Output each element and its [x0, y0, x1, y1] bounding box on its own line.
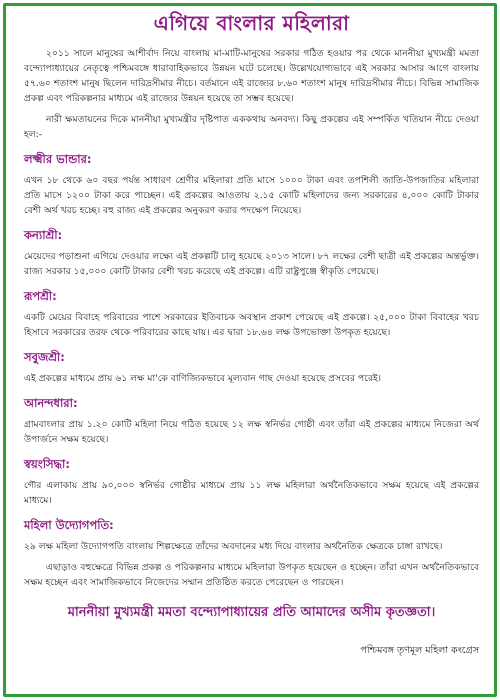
scheme-heading-kanyashree: কন্যাশ্রী: — [24, 228, 63, 242]
scheme-heading-anandadhara: আনন্দধারা: — [24, 396, 78, 410]
scheme-text-lakshmir-bhandar: এখন ১৮ থেকে ৬০ বছর পর্যন্ত সাধারণ শ্রেণীর মহিলারা প্রতি মাসে ১০০০ টাকা এবং তপশিলী জাতি-উপজাতির মহিলারা প্রতি মাসে ১২০০ টাকা করে পাচ্ছেন। এই প্রকল্পের আওতায় ২.১৫ কোটি মহিলাদের জন্য সরকারের ৪,০০০ কোটি টাকার বেশী অর্থ খরচ হচ্ছে। বহু রাজ্য এই প্রকল্পের অনুকরণ করার পদক্ষেপ নিয়েছে। — [24, 175, 479, 216]
closing-line: মাননীয়া মুখ্যমন্ত্রী মমতা বন্দ্যোপাধ্যায়ের প্রতি আমাদের অসীম কৃতজ্ঞতা। — [67, 605, 436, 620]
signature: পশ্চিমবঙ্গ তৃণমূল মহিলা কংগ্রেস — [360, 645, 479, 656]
scheme-text-rupashree: একটি মেয়ের বিবাহে পরিবারের পাশে সরকারের ইতিবাচক অবস্থান প্রকাশ পেয়েছে এই প্রকল্পে। ২৫,০০০ টাকা বিবাহের খরচ হিসাবে সরকারের তরফ থেকে পরিবারের কাছে যায়। এর দ্বারা ১৮.৬৪ লক্ষ উপভোক্তা উপকৃত হয়েছে। — [24, 312, 479, 338]
scheme-text-kanyashree: মেয়েদের পড়াশুনা এগিয়ে দেওয়ার লক্ষ্যে এই প্রকল্পটি চালু হয়েছে ২০১৩ সালে। ৮৭ লক্ষের বেশী ছাত্রী এই প্রকল্পের অন্তর্ভুক্ত। রাজ্য সরকার ১৫,০০০ কোটি টাকার বেশী খরচ করেছে এই প্রকল্পে। এটি রাষ্ট্রপুঞ্জে স্বীকৃতি পেয়েছে। — [24, 251, 479, 277]
intro-paragraph-2: নারী ক্ষমতায়নের দিকে মাননীয়া মুখ্যমন্ত্রীর দৃষ্টিপাত এককথায় অনবদ্য। কিছু প্রকল্পের এই সম্পর্কিত খতিয়ান নীচে দেওয়া হল:- — [24, 114, 479, 140]
scheme-heading-rupashree: রূপশ্রী: — [24, 289, 57, 303]
scheme-heading-swayangsiddha: স্বয়ংসিদ্ধা: — [24, 457, 70, 471]
scheme-heading-mahila-udyogpati: মহিলা উদ্যোগপতি: — [24, 518, 114, 532]
scheme-text-sabujshree: এই প্রকল্পের মাধ্যমে প্রায় ৬১ লক্ষ মা'কে বাণিজ্যিকভাবে মূল্যবান গাছ দেওয়া হয়েছে প্রসবের পরেই। — [24, 373, 382, 384]
page-title: এগিয়ে বাংলার মহিলারা — [153, 11, 350, 35]
scheme-heading-sabujshree: সবুজশ্রী: — [24, 350, 65, 364]
scheme-heading-lakshmir-bhandar: লক্ষ্মীর ভান্ডার: — [24, 152, 92, 166]
scheme-text-anandadhara: গ্রামবাংলার প্রায় ১.২০ কোটি মহিলা নিয়ে গঠিত হয়েছে ১২ লক্ষ স্বনির্ভর গোষ্ঠী এবং তাঁরা এই প্রকল্পের মাধ্যমে নিজেরা অর্থ উপার্জনে সক্ষম হয়েছে। — [24, 419, 479, 445]
scheme-text-mahila-udyogpati: ২৯ লক্ষ মহিলা উদ্যোগপতি বাংলায় শিল্পক্ষেত্রে তাঁদের অবদানের মধ্য দিয়ে বাংলার অর্থনৈতিক ক্ষেত্রকে চাঙ্গা রাখছে। — [24, 541, 443, 552]
document-body — [24, 10, 479, 658]
final-paragraph: এছাড়াও বহুক্ষেত্রে বিভিন্ন প্রকল্প ও পরিকল্পনার মাধ্যমে মহিলারা উপকৃত হয়েছেন ও হচ্ছেন। তাঁরা এখন অর্থনৈতিকভাবে সক্ষম হচ্ছেন এবং সামাজিকভাবে নিজেদের সম্মান প্রতিষ্ঠিত করতে পেরেছেন ও পারছেন। — [24, 562, 479, 588]
intro-paragraph-1: ২০১১ সালে মানুষের আশীর্বাদ নিয়ে বাংলায় মা-মাটি-মানুষের সরকার গঠিত হওয়ার পর থেকে মাননীয়া মুখ্যমন্ত্রী মমতা বন্দ্যোপাধ্যায়ের নেতৃত্বে পশ্চিমবঙ্গে ধারাবাহিকভাবে উন্নয়ন ঘটে চলেছে। উল্লেখযোগ্যভাবে এই সরকার আসার আগে বাংলায় ৫৭.৬০ শতাংশ মানুষ ছিলেন দারিদ্রসীমার নীচে। বর্তমানে এই রাজ্যের ৮.৬০ শতাংশ মানুষ দারিদ্রসীমার নীচে। বিভিন্ন সামাজিক প্রকল্প এবং পরিকল্পনার মাধ্যমে এই রাজ্যের উন্নয়ন হয়েছে তা সম্ভব হয়েছে। — [24, 48, 479, 104]
scheme-text-swayangsiddha: গৌর এলাকায় প্রায় ৯০,০০০ স্বনির্ভর গোষ্ঠীর মাধ্যমে প্রায় ১১ লক্ষ মহিলারা অর্থনৈতিকভাবে সক্ষম হয়েছে এই প্রকল্পের মাধ্যমে। — [24, 480, 479, 506]
